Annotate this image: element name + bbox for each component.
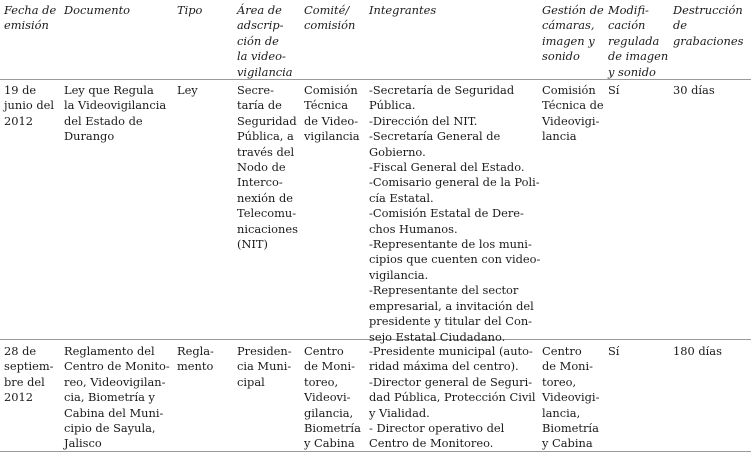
header-fecha: Fecha de emisión xyxy=(4,3,57,33)
cell-comite: Centro de Moni- toreo, Videovi- gilancia, Biometría y Cabina xyxy=(304,344,361,451)
cell-fecha: 19 de junio del 2012 xyxy=(4,83,55,128)
cell-integrantes: -Secretaría de Seguridad Pública. -Dirección del NIT. -Secretaría General de Gobierno. -Fiscal General del Estado. -Comisario general de la Poli- cía Estatal. -Comisión Estatal de Dere- chos Humanos. -Representante de los muni- cipios que cuenten con video- vigilancia. -Representante del sector empresarial, a invitación del presidente y titular del Con- sejo Estatal Ciudadano. xyxy=(369,83,541,344)
cell-area: Secre- taría de Seguridad Pública, a través del Nodo de Interco- nexión de Telecomu- nicaciones (NIT) xyxy=(237,83,298,252)
cell-tipo: Regla- mento xyxy=(177,344,214,374)
cell-modificacion: Sí xyxy=(608,344,620,358)
header-destruccion: Destrucción de grabaciones xyxy=(673,3,744,48)
cell-documento: Reglamento del Centro de Monito- reo, Videovigilan- cia, Biometría y Cabina del Muni- cipio de Sayula, Jalisco xyxy=(64,344,170,451)
header-gestion: Gestión de cámaras, imagen y sonido xyxy=(542,3,604,64)
cell-gestion: Centro de Moni- toreo, Videovigi- lancia, Biometría y Cabina xyxy=(542,344,600,451)
cell-comite: Comisión Técnica de Video- vigilancia xyxy=(304,83,360,144)
cell-destruccion: 30 días xyxy=(673,83,715,97)
cell-modificacion: Sí xyxy=(608,83,620,97)
header-integrantes: Integrantes xyxy=(369,3,437,17)
header-documento: Documento xyxy=(64,3,131,17)
header-comite: Comité/ comisión xyxy=(304,3,356,33)
header-area: Área de adscrip- ción de la video- vigilancia xyxy=(237,3,293,79)
cell-integrantes: -Presidente municipal (auto- ridad máxima del centro). -Director general de Seguri- dad Pública, Protección Civil y Vialidad. - Director operativo del Centro de Monitoreo. xyxy=(369,344,536,451)
cell-destruccion: 180 días xyxy=(673,344,722,358)
cell-tipo: Ley xyxy=(177,83,198,97)
cell-documento: Ley que Regula la Videovigilancia del Estado de Durango xyxy=(64,83,167,144)
header-modificacion: Modifi- cación regulada de imagen y sonido xyxy=(608,3,669,79)
cell-fecha: 28 de septiem- bre del 2012 xyxy=(4,344,54,405)
header-tipo: Tipo xyxy=(177,3,203,17)
cell-gestion: Comisión Técnica de Videovigi- lancia xyxy=(542,83,604,144)
cell-area: Presiden- cia Muni- cipal xyxy=(237,344,292,389)
